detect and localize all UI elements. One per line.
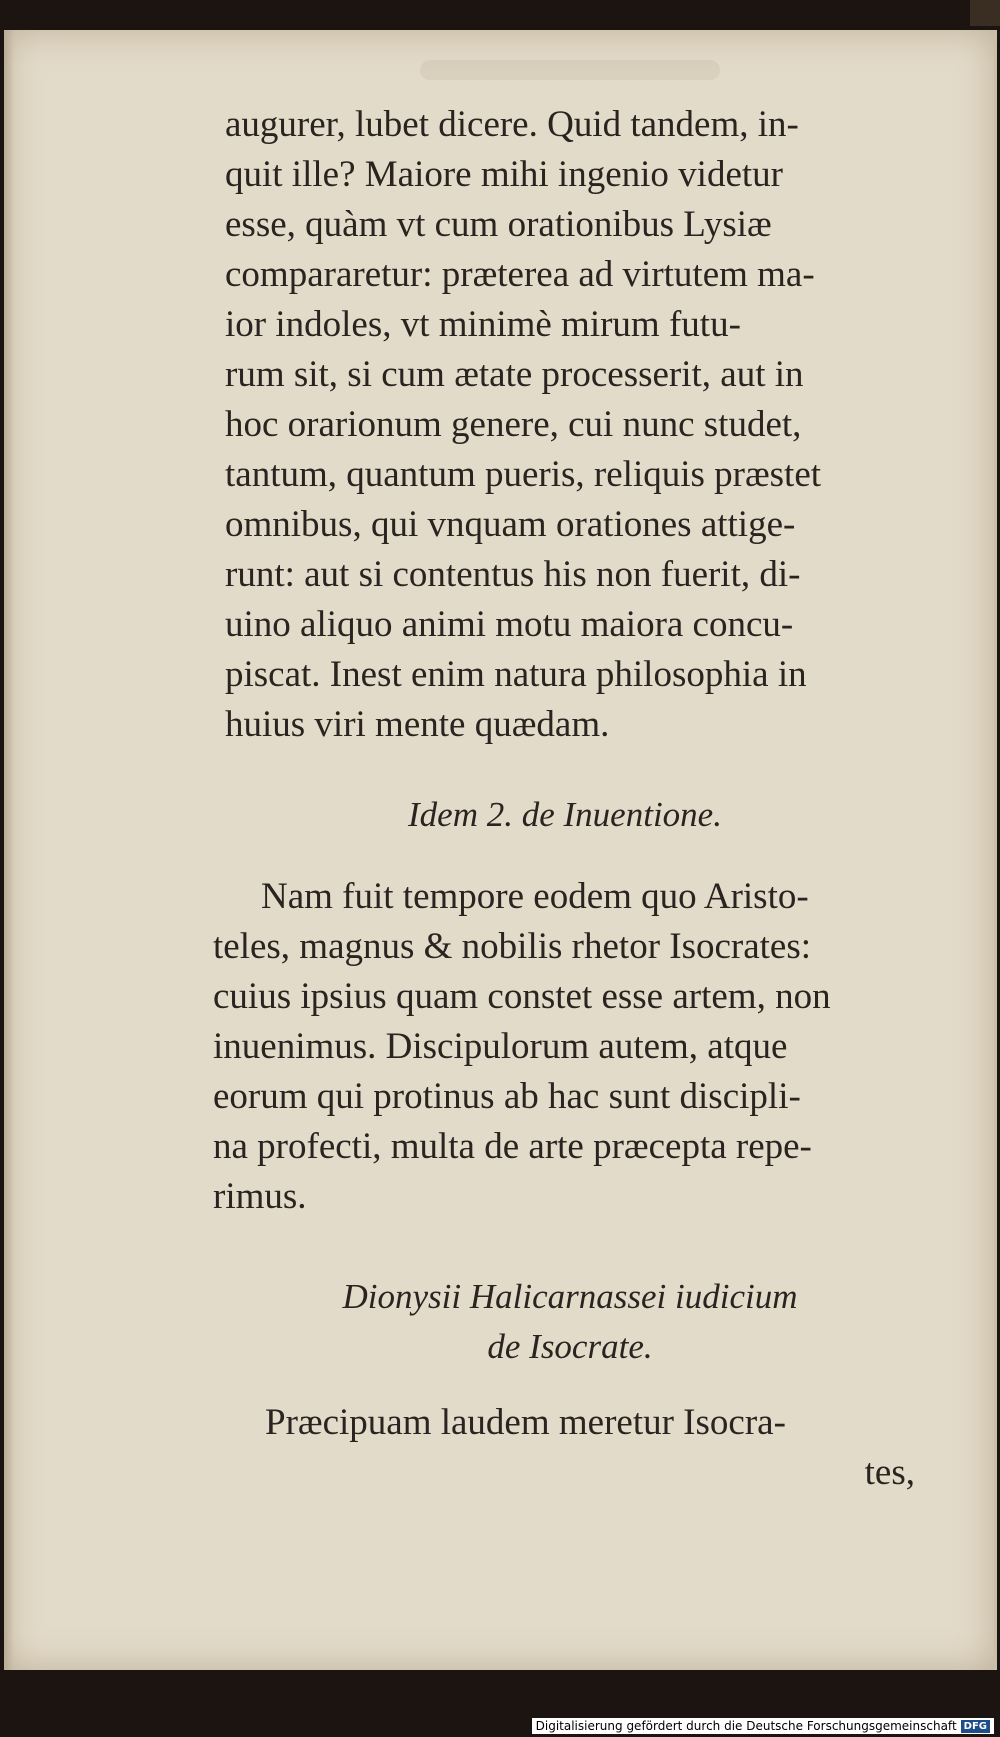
paragraph-1 <box>225 100 925 750</box>
text-line: huius viri mente quædam. <box>225 704 610 745</box>
text-line: teles, magnus & nobilis rhetor Isocrates: <box>213 926 812 967</box>
dfg-logo: DFG <box>961 1720 990 1733</box>
text-line: eorum qui protinus ab hac sunt discipli- <box>213 1076 801 1117</box>
text-line: na profecti, multa de arte præcepta repe- <box>213 1126 812 1167</box>
text-line: cuius ipsius quam constet esse artem, non <box>213 976 831 1017</box>
digitization-credit <box>532 1718 994 1734</box>
text-line: augurer, lubet dicere. Quid tandem, in- <box>225 104 799 145</box>
text-line: piscat. Inest enim natura philosophia in <box>225 654 807 695</box>
text-line: Præcipuam laudem meretur Isocra- <box>265 1402 786 1443</box>
text-line: compararetur: præterea ad virtutem ma- <box>225 254 815 295</box>
paragraph-3 <box>213 1398 925 1498</box>
heading-line: Dionysii Halicarnassei iudicium <box>342 1277 798 1316</box>
text-line: omnibus, qui vnquam orationes attige- <box>225 504 796 545</box>
text-line: hoc orarionum genere, cui nunc studet, <box>225 404 802 445</box>
text-line: tantum, quantum pueris, reliquis præstet <box>225 454 822 495</box>
section-heading-dionysii <box>215 1272 925 1372</box>
credit-text: Digitalisierung gefördert durch die Deutsche Forschungsgemeinschaft <box>535 1719 957 1733</box>
text-line: runt: aut si contentus his non fuerit, di- <box>225 554 801 595</box>
text-line: uino aliquo animi motu maiora concu- <box>225 604 794 645</box>
ink-bleed-through <box>420 60 720 80</box>
paragraph-2 <box>213 872 925 1222</box>
text-line: ior indoles, vt minimè mirum futu- <box>225 304 741 345</box>
text-line: quit ille? Maiore mihi ingenio videtur <box>225 154 783 195</box>
catchword: tes, <box>864 1452 915 1493</box>
page-gutter-shadow <box>4 30 14 1670</box>
text-line: inuenimus. Discipulorum autem, atque <box>213 1026 788 1067</box>
corner-mark <box>970 0 1000 26</box>
text-line: rum sit, si cum ætate processerit, aut in <box>225 354 804 395</box>
heading-line: de Isocrate. <box>487 1327 653 1366</box>
page-text-block <box>213 100 925 1498</box>
section-heading-idem: Idem 2. de Inuentione. <box>408 795 722 834</box>
text-line: Nam fuit tempore eodem quo Aristo- <box>261 876 809 917</box>
text-line: esse, quàm vt cum orationibus Lysiæ <box>225 204 772 245</box>
text-line: rimus. <box>213 1176 307 1217</box>
